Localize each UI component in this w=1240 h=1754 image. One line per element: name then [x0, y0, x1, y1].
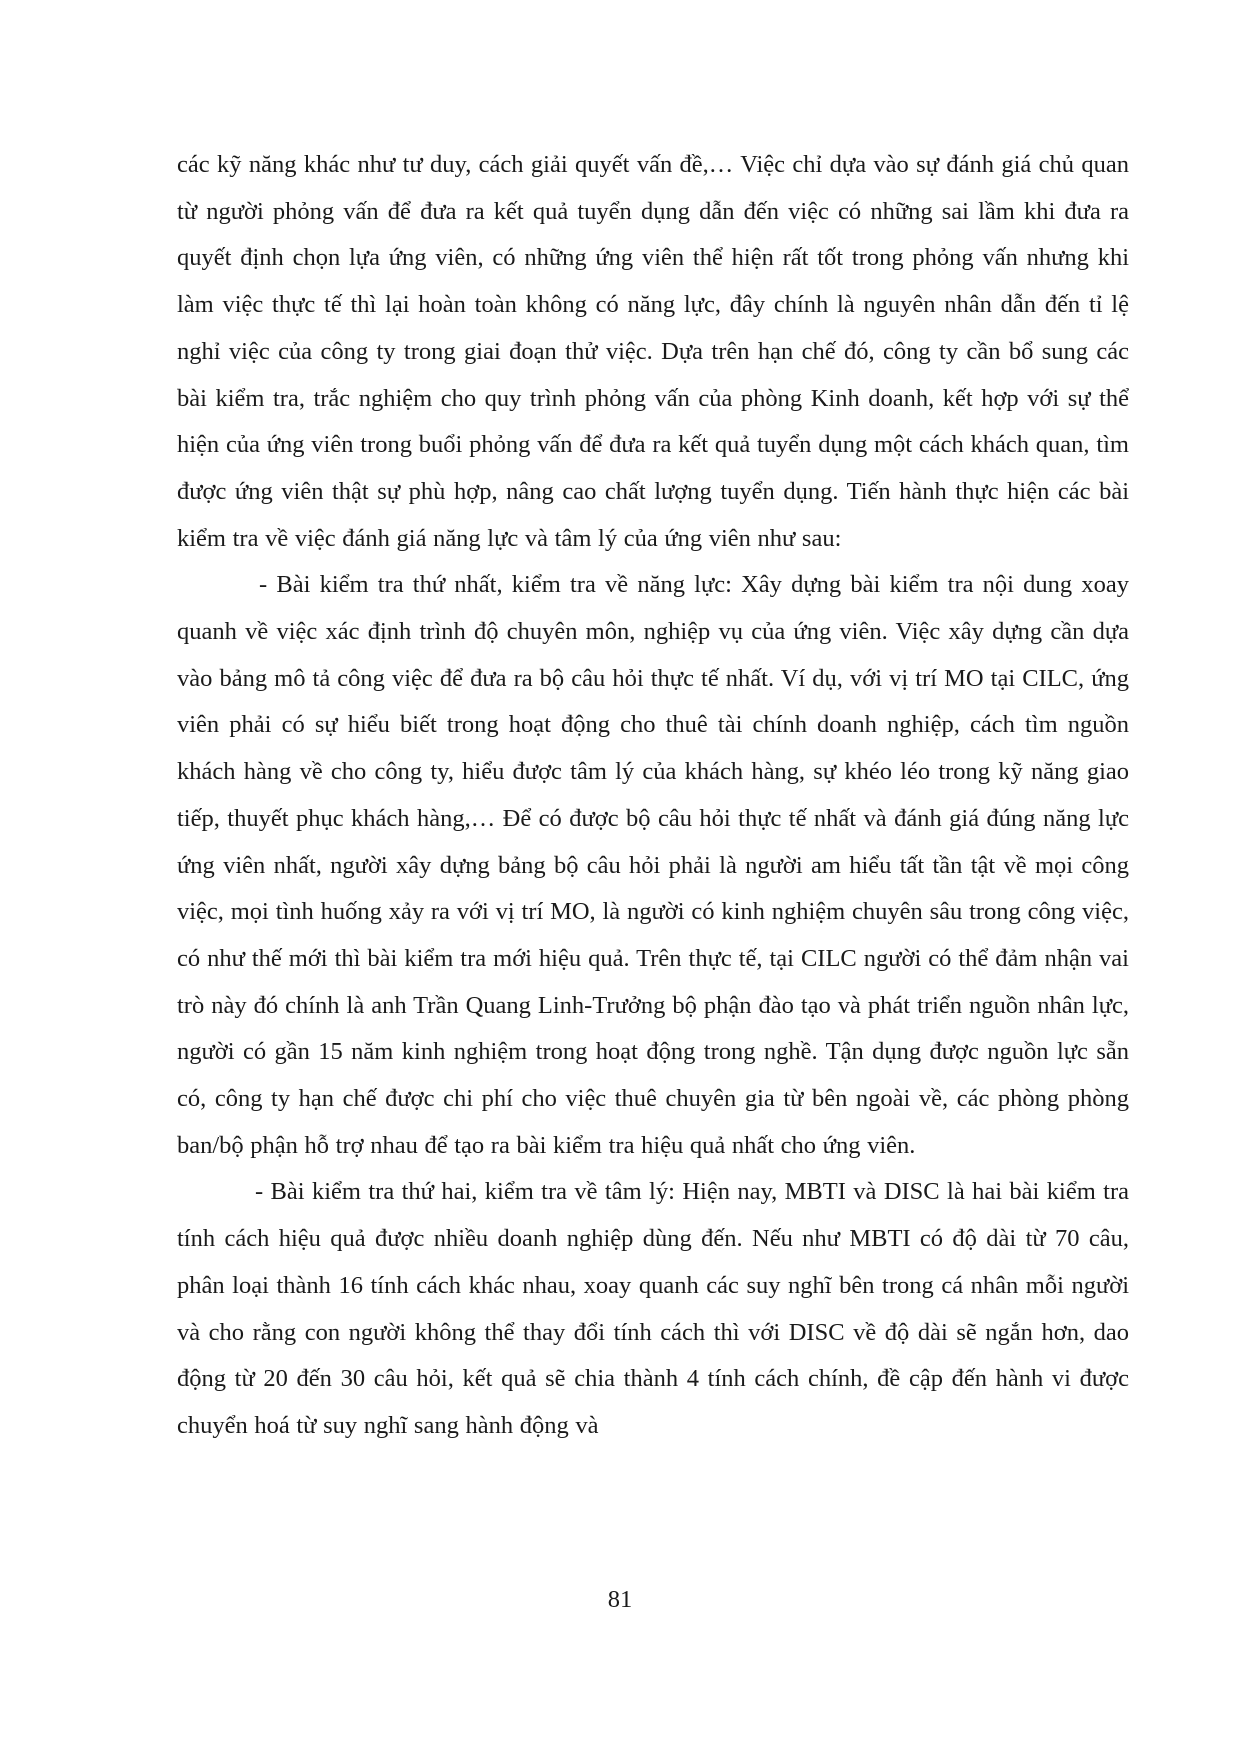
page-number: 81	[607, 1586, 633, 1613]
body-text	[177, 142, 1129, 1450]
paragraph-continuation: các kỹ năng khác như tư duy, cách giải quyết vấn đề,… Việc chỉ dựa vào sự đánh giá chủ quan từ người phỏng vấn để đưa ra kết quả tuyển dụng dẫn đến việc có những sai lầm khi đưa ra quyết định chọn lựa ứng viên, có những ứng viên thể hiện rất tốt trong phỏng vấn nhưng khi làm việc thực tế thì lại hoàn toàn không có năng lực, đây chính là nguyên nhân dẫn đến tỉ lệ nghỉ việc của công ty trong giai đoạn thử việc. Dựa trên hạn chế đó, công ty cần bổ sung các bài kiểm tra, trắc nghiệm cho quy trình phỏng vấn của phòng Kinh doanh, kết hợp với sự thể hiện của ứng viên trong buổi phỏng vấn để đưa ra kết quả tuyển dụng một cách khách quan, tìm được ứng viên thật sự phù hợp, nâng cao chất lượng tuyển dụng. Tiến hành thực hiện các bài kiểm tra về việc đánh giá năng lực và tâm lý của ứng viên như sau:	[177, 151, 1129, 552]
paragraph-ability-test: - Bài kiểm tra thứ nhất, kiểm tra về năng lực: Xây dựng bài kiểm tra nội dung xoay quanh về việc xác định trình độ chuyên môn, nghiệp vụ của ứng viên. Việc xây dựng cần dựa vào bảng mô tả công việc để đưa ra bộ câu hỏi thực tế nhất. Ví dụ, với vị trí MO tại CILC, ứng viên phải có sự hiểu biết trong hoạt động cho thuê tài chính doanh nghiệp, cách tìm nguồn khách hàng về cho công ty, hiểu được tâm lý của khách hàng, sự khéo léo trong kỹ năng giao tiếp, thuyết phục khách hàng,… Để có được bộ câu hỏi thực tế nhất và đánh giá đúng năng lực ứng viên nhất, người xây dựng bảng bộ câu hỏi phải là người am hiểu tất tần tật về mọi công việc, mọi tình huống xảy ra với vị trí MO, là người có kinh nghiệm chuyên sâu trong công việc, có như thế mới thì bài kiểm tra mới hiệu quả. Trên thực tế, tại CILC người có thể đảm nhận vai trò này đó chính là anh Trần Quang Linh-Trưởng bộ phận đào tạo và phát triển nguồn nhân lực, người có gần 15 năm kinh nghiệm trong hoạt động trong nghề. Tận dụng được nguồn lực sẵn có, công ty hạn chế được chi phí cho việc thuê chuyên gia từ bên ngoài về, các phòng phòng ban/bộ phận hỗ trợ nhau để tạo ra bài kiểm tra hiệu quả nhất cho ứng viên.	[177, 571, 1129, 1159]
paragraph-psychology-test: - Bài kiểm tra thứ hai, kiểm tra về tâm lý: Hiện nay, MBTI và DISC là hai bài kiểm tra tính cách hiệu quả được nhiều doanh nghiệp dùng đến. Nếu như MBTI có độ dài từ 70 câu, phân loại thành 16 tính cách khác nhau, xoay quanh các suy nghĩ bên trong cá nhân mỗi người và cho rằng con người không thể thay đổi tính cách thì với DISC về độ dài sẽ ngắn hơn, dao động từ 20 đến 30 câu hỏi, kết quả sẽ chia thành 4 tính cách chính, đề cập đến hành vi được chuyển hoá từ suy nghĩ sang hành động và	[177, 1178, 1129, 1439]
